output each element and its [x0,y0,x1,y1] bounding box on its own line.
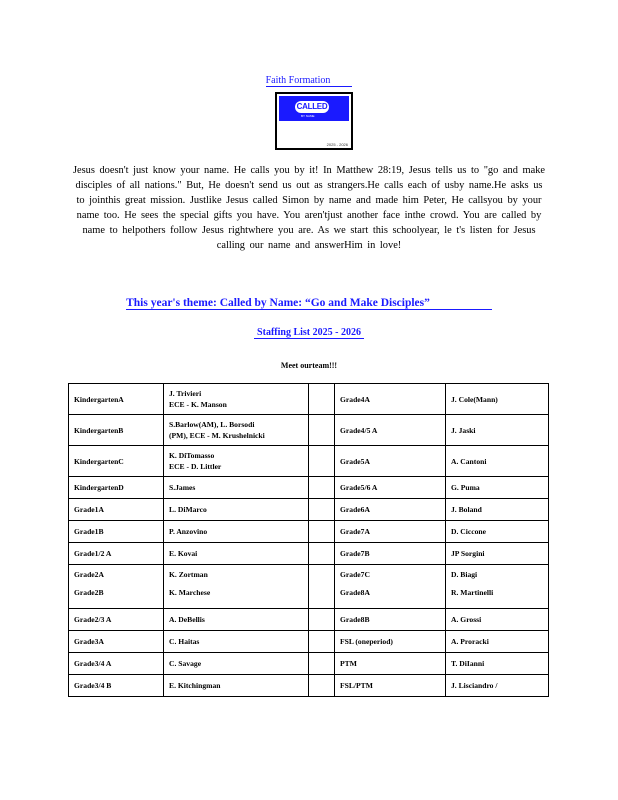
logo-year: 2025 - 2026 [326,142,348,147]
left-class-cell: Grade1A [69,499,164,521]
left-class-cell-line: Grade2B [74,587,104,597]
right-staff-cell-line: A. Cantoni [451,456,487,466]
left-staff-cell-line: E. Kitchingman [169,681,221,690]
right-class-cell: PTM [335,653,446,675]
right-staff-cell [446,446,549,477]
right-staff-cell-line: J. Jaski [451,425,476,435]
table-row [69,521,549,543]
left-staff-cell-line: P. Anzovino [169,527,208,536]
right-class-cell: FSL (oneperiod) [335,631,446,653]
left-staff-cell [164,521,309,543]
spacer-cell [309,675,335,697]
right-class-cell: Grade5A [335,446,446,477]
right-staff-cell [446,543,549,565]
right-staff-cell-line: J. Lisciandro / [451,681,498,690]
left-class-cell: Grade3/4 B [69,675,164,697]
faith-formation-title[interactable] [0,75,618,86]
table-row [69,565,549,609]
table-row [69,384,549,415]
left-class-cell: KindergartenA [69,384,164,415]
right-staff-cell [446,653,549,675]
right-class-cell-line: Grade8A [340,587,370,597]
left-staff-cell-line: C. Savage [169,659,202,668]
left-staff-cell-line: K. Marchese [169,587,211,597]
right-staff-cell-line: A. Proracki [451,637,489,646]
right-staff-cell-line: T. DiIanni [451,659,485,668]
spacer-cell [309,477,335,499]
right-staff-cell-line: JP Sorgini [451,549,485,558]
spacer-cell [309,653,335,675]
right-class-cell: Grade4/5 A [335,415,446,446]
left-staff-cell-line: L. DiMarco [169,505,207,514]
right-staff-cell [446,675,549,697]
right-staff-cell [446,477,549,499]
theme-heading[interactable] [0,297,618,309]
right-staff-cell-line: R. Martinelli [451,587,494,597]
right-staff-cell-line: A. Grossi [451,615,482,624]
left-class-cell-line: Grade2A [74,569,104,579]
table-row [69,675,549,697]
table-row [69,499,549,521]
left-class-cell: Grade1/2 A [69,543,164,565]
left-staff-cell-line: (PM), ECE - M. Krushelnicki [169,431,265,440]
table-row [69,446,549,477]
left-staff-cell [164,609,309,631]
right-staff-cell-line: G. Puma [451,483,480,492]
meet-our-team: Meet ourteam!!! [280,361,338,370]
left-staff-cell [164,565,309,609]
right-staff-cell-line: D. Biagi [451,569,478,579]
staffing-table [68,383,549,697]
table-row [69,653,549,675]
right-staff-cell [446,565,549,609]
right-class-cell [335,565,446,609]
spacer-cell [309,543,335,565]
left-staff-cell [164,543,309,565]
spacer-cell [309,609,335,631]
right-staff-cell-line: J. Cole(Mann) [451,394,498,404]
left-staff-cell [164,415,309,446]
right-class-cell: Grade4A [335,384,446,415]
right-staff-cell [446,415,549,446]
left-staff-cell-line: K. DiTomasso [169,451,215,460]
right-class-cell: FSL/PTM [335,675,446,697]
right-class-cell: Grade8B [335,609,446,631]
right-class-cell-line: Grade7C [340,569,370,579]
left-staff-cell-line: S.James [169,483,196,492]
spacer-cell [309,415,335,446]
left-staff-cell-line: S.Barlow(AM), L. Borsodi [169,420,255,429]
left-staff-cell-line: E. Kovai [169,549,198,558]
left-class-cell: KindergartenD [69,477,164,499]
left-class-cell: Grade2/3 A [69,609,164,631]
spacer-cell [309,499,335,521]
left-staff-cell-line: ECE - K. Manson [169,400,227,409]
spacer-cell [309,565,335,609]
left-staff-cell [164,477,309,499]
spacer-cell [309,446,335,477]
left-staff-cell [164,631,309,653]
intro-paragraph: Jesus doesn't just know your name. He calls you by it! In Matthew 28:19, Jesus tells us to "go and make disciples of all nations." But, He doesn't send us out as strangers.He calls each of usby name.He asks us to jointhis great mission. Justlike Jesus called Simon by name and made him Peter, He callsyou by your name too. He sees the special gifts you have. You aren'tjust another face inthe crowd. You are called by name to helpothers follow Jesus rightwhere you are. As we start this schoolyear, le t's listen for Jesus calling our name and answerHim in love! [72,165,546,252]
right-class-cell: Grade7B [335,543,446,565]
left-staff-cell [164,499,309,521]
table-row [69,477,549,499]
left-staff-cell-line: C. Haitas [169,637,200,646]
spacer-cell [309,521,335,543]
right-class-cell: Grade6A [335,499,446,521]
left-staff-cell [164,446,309,477]
right-staff-cell [446,631,549,653]
right-staff-cell [446,609,549,631]
right-staff-cell [446,499,549,521]
left-staff-cell-line: K. Zortman [169,569,208,579]
right-staff-cell-line: D. Ciccone [451,527,487,536]
table-row [69,415,549,446]
left-class-cell: KindergartenC [69,446,164,477]
table-row [69,609,549,631]
faith-formation-title-text[interactable]: Faith Formation [266,75,353,87]
left-class-cell: Grade1B [69,521,164,543]
logo-called-text: CALLED [296,102,328,111]
right-staff-cell [446,521,549,543]
left-class-cell: Grade3/4 A [69,653,164,675]
spacer-cell [309,384,335,415]
right-staff-cell [446,384,549,415]
staffing-list-title[interactable] [0,327,618,338]
table-row [69,631,549,653]
left-staff-cell-line: J. Trivieri [169,389,202,398]
left-staff-cell-line: A. DeBellis [169,615,205,624]
table-row [69,543,549,565]
left-class-cell: KindergartenB [69,415,164,446]
called-by-name-logo [275,92,353,150]
left-staff-cell [164,675,309,697]
left-staff-cell-line: ECE - D. Littler [169,462,222,471]
staffing-table-body [69,384,549,697]
right-class-cell: Grade7A [335,521,446,543]
logo-subtext: BY NAME [301,114,315,118]
left-class-cell: Grade3A [69,631,164,653]
theme-heading-text[interactable]: This year's theme: Called by Name: “Go and Make Disciples” [126,297,492,310]
right-staff-cell-line: J. Boland [451,505,482,514]
left-staff-cell [164,653,309,675]
staffing-list-title-text[interactable]: Staffing List 2025 - 2026 [254,327,364,339]
spacer-cell [309,631,335,653]
left-staff-cell [164,384,309,415]
left-class-cell [69,565,164,609]
right-class-cell: Grade5/6 A [335,477,446,499]
